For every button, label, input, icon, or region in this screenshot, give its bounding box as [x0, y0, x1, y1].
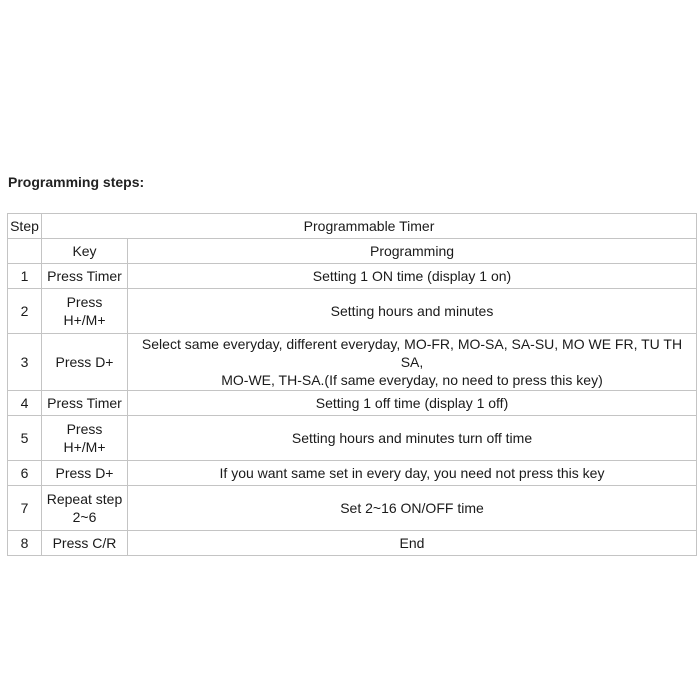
table-row [8, 391, 697, 416]
key-line: Press [66, 421, 103, 437]
programming-cell: Setting 1 ON time (display 1 on) [128, 264, 697, 289]
programming-line: Select same everyday, different everyday, MO-FR, MO-SA, SA-SU, MO WE FR, TU TH SA, [141, 336, 683, 370]
step-cell: 4 [8, 391, 42, 416]
key-cell [42, 289, 128, 334]
step-cell: 5 [8, 416, 42, 461]
step-cell: 8 [8, 531, 42, 556]
key-cell: Press D+ [42, 461, 128, 486]
key-cell: Press Timer [42, 391, 128, 416]
key-cell [42, 486, 128, 531]
table-row [8, 486, 697, 531]
programming-cell: Setting hours and minutes [128, 289, 697, 334]
table-row [8, 416, 697, 461]
step-cell: 2 [8, 289, 42, 334]
table-header-row [8, 239, 697, 264]
key-cell: Press C/R [42, 531, 128, 556]
key-line: 2~6 [72, 509, 97, 525]
programming-cell: Setting 1 off time (display 1 off) [128, 391, 697, 416]
key-line: H+/M+ [63, 312, 106, 328]
key-cell: Press D+ [42, 334, 128, 391]
table-row [8, 531, 697, 556]
table-row [8, 461, 697, 486]
key-cell: Press Timer [42, 264, 128, 289]
programming-cell [128, 334, 697, 391]
step-column-header: Step [8, 214, 42, 239]
programming-line: MO-WE, TH-SA.(If same everyday, no need to press this key) [221, 372, 603, 388]
key-column-header: Key [42, 239, 128, 264]
programming-cell: Set 2~16 ON/OFF time [128, 486, 697, 531]
page-heading: Programming steps: [8, 174, 145, 190]
key-line: H+/M+ [63, 439, 106, 455]
programming-cell: Setting hours and minutes turn off time [128, 416, 697, 461]
programming-cell: End [128, 531, 697, 556]
table-row [8, 289, 697, 334]
programming-cell: If you want same set in every day, you need not press this key [128, 461, 697, 486]
key-line: Press [66, 294, 103, 310]
step-cell: 1 [8, 264, 42, 289]
step-header-blank [8, 239, 42, 264]
key-line: Repeat step [46, 491, 123, 507]
programming-steps-table [7, 213, 697, 556]
table-row [8, 334, 697, 391]
step-cell: 7 [8, 486, 42, 531]
table-row [8, 264, 697, 289]
programming-column-header: Programming [128, 239, 697, 264]
step-cell: 3 [8, 334, 42, 391]
step-cell: 6 [8, 461, 42, 486]
table-title-row [8, 214, 697, 239]
table-title: Programmable Timer [42, 214, 697, 239]
key-cell [42, 416, 128, 461]
